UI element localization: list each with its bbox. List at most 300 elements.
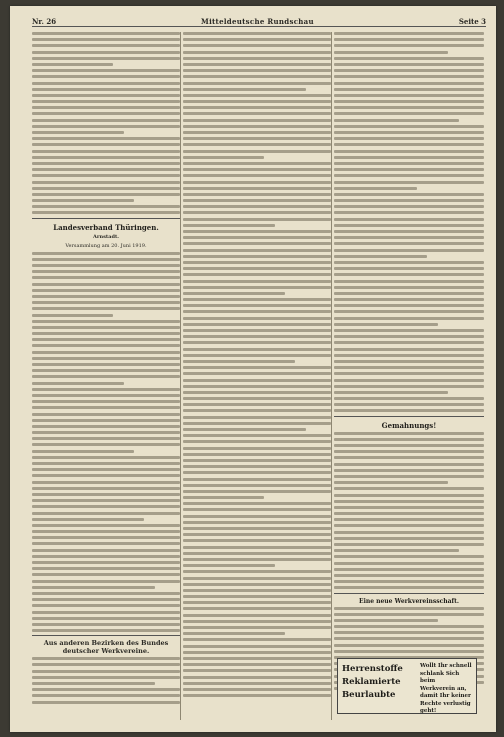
text-line (183, 484, 331, 487)
text-line (32, 688, 180, 691)
text-line (32, 88, 180, 91)
text-line (183, 150, 331, 153)
text-line (183, 385, 331, 388)
newspaper-title: Mitteldeutsche Rundschau (201, 17, 314, 26)
article-text-block (183, 32, 331, 697)
text-line (32, 536, 180, 539)
text-line (183, 657, 331, 660)
text-line (183, 583, 331, 586)
text-line (334, 487, 484, 490)
text-line (183, 589, 331, 592)
text-line (183, 694, 331, 697)
text-line (183, 125, 331, 128)
text-line (334, 273, 484, 276)
separator-line (334, 416, 484, 417)
text-line (183, 119, 331, 122)
text-line (334, 531, 484, 534)
text-line (183, 38, 331, 41)
text-line (334, 463, 484, 466)
text-line (32, 694, 180, 697)
text-line (183, 607, 331, 610)
text-line (183, 280, 331, 283)
text-line (183, 94, 331, 97)
text-line (32, 592, 180, 595)
text-line (32, 505, 180, 508)
text-line (32, 462, 180, 465)
text-line (32, 382, 124, 385)
text-line (32, 670, 180, 673)
separator-line (334, 593, 484, 594)
text-line (183, 354, 331, 357)
text-line (183, 422, 331, 425)
text-line (334, 38, 484, 41)
text-line (334, 143, 484, 146)
text-line (32, 156, 180, 159)
text-line (183, 143, 331, 146)
text-line (32, 187, 180, 190)
text-line (334, 475, 484, 478)
text-line (183, 620, 331, 623)
text-line (183, 478, 331, 481)
text-line (183, 416, 331, 419)
text-line (183, 174, 331, 177)
text-line (183, 447, 331, 450)
text-line (183, 335, 331, 338)
text-line (32, 493, 180, 496)
text-line (183, 601, 331, 604)
text-line (183, 261, 331, 264)
text-line (334, 88, 484, 91)
text-line (183, 88, 306, 91)
text-line (183, 515, 331, 518)
article-text-block (32, 657, 180, 703)
text-line (334, 236, 484, 239)
text-line (183, 106, 331, 109)
text-line (183, 372, 331, 375)
text-line (32, 443, 180, 446)
text-line (183, 211, 331, 214)
text-line (32, 425, 180, 428)
text-line (32, 295, 180, 298)
text-line (183, 112, 331, 115)
text-line (32, 598, 180, 601)
text-line (334, 385, 484, 388)
text-line (334, 574, 484, 577)
text-line (32, 150, 180, 153)
text-line (334, 432, 484, 435)
text-line (32, 44, 180, 47)
section-title: Gemahnungs! (381, 420, 437, 430)
text-line (32, 270, 180, 273)
text-line (183, 409, 331, 412)
text-line (32, 162, 180, 165)
text-line (32, 676, 180, 679)
text-line (32, 530, 180, 533)
text-line (334, 44, 484, 47)
text-line (32, 106, 180, 109)
text-line (32, 276, 180, 279)
text-line (334, 242, 484, 245)
text-line (183, 508, 331, 511)
text-line (32, 112, 180, 115)
text-line (334, 255, 427, 258)
text-line (183, 527, 331, 530)
text-line (334, 211, 484, 214)
text-line (183, 651, 331, 654)
text-line (183, 298, 331, 301)
text-line (32, 611, 180, 614)
text-line (32, 57, 180, 60)
text-line (334, 100, 484, 103)
text-line (183, 577, 331, 580)
text-line (183, 218, 331, 221)
text-line (32, 289, 180, 292)
text-line (334, 512, 484, 515)
text-line (183, 379, 331, 382)
text-line (183, 273, 331, 276)
text-line (32, 326, 180, 329)
text-line (334, 397, 484, 400)
text-line (32, 332, 180, 335)
text-line (334, 156, 484, 159)
text-line (32, 468, 180, 471)
text-line (334, 438, 484, 441)
text-line (32, 314, 113, 317)
column-divider (331, 32, 332, 720)
text-line (334, 329, 484, 332)
text-line (32, 580, 180, 583)
article-text-block (334, 32, 484, 412)
text-line (334, 644, 484, 647)
text-line (334, 193, 484, 196)
text-line (334, 543, 484, 546)
text-line (183, 329, 331, 332)
article-text-block (32, 32, 180, 214)
text-line (32, 406, 180, 409)
text-line (32, 701, 180, 704)
text-line (334, 403, 484, 406)
text-line (334, 625, 484, 628)
text-line (32, 487, 180, 490)
text-line (183, 242, 331, 245)
text-line (334, 298, 484, 301)
text-line (334, 607, 484, 610)
text-line (183, 669, 331, 672)
text-line (334, 360, 484, 363)
text-line (334, 63, 484, 66)
text-line (183, 682, 331, 685)
text-line (334, 181, 484, 184)
text-line (334, 537, 484, 540)
text-line (32, 174, 180, 177)
text-line (32, 586, 155, 589)
text-line (334, 317, 484, 320)
text-line (32, 181, 180, 184)
text-line (32, 75, 180, 78)
text-line (183, 137, 331, 140)
text-line (32, 561, 180, 564)
text-line (183, 57, 331, 60)
text-line (334, 249, 484, 252)
text-line (32, 450, 134, 453)
text-line (334, 112, 484, 115)
text-line (334, 187, 417, 190)
text-line (183, 341, 331, 344)
text-line (32, 604, 180, 607)
text-line (32, 199, 134, 202)
text-line (334, 580, 484, 583)
text-line (334, 137, 484, 140)
section-dateline: Versammlung am 20. Juni 1919. (65, 242, 147, 249)
text-line (32, 657, 180, 660)
text-line (334, 310, 484, 313)
text-line (32, 119, 180, 122)
separator-line (32, 218, 180, 219)
text-line (183, 459, 331, 462)
text-line (334, 75, 484, 78)
text-line (183, 255, 331, 258)
text-line (183, 558, 331, 561)
text-line (32, 682, 155, 685)
text-line (183, 63, 331, 66)
text-line (183, 434, 331, 437)
text-line (32, 474, 180, 477)
text-line (334, 267, 484, 270)
text-line (183, 156, 264, 159)
text-line (334, 82, 484, 85)
text-line (334, 119, 459, 122)
text-line (32, 375, 180, 378)
text-line (183, 595, 331, 598)
text-line (32, 499, 180, 502)
text-line (32, 363, 180, 366)
text-line (183, 688, 331, 691)
text-line (183, 632, 285, 635)
advertisement-main-text: Herrenstoffe Reklamierte Beurlaubte (342, 664, 403, 700)
text-line (32, 369, 180, 372)
text-line (32, 351, 180, 354)
text-line (183, 224, 275, 227)
text-line (32, 264, 180, 267)
text-line (334, 586, 484, 589)
text-line (183, 286, 331, 289)
text-line (32, 512, 180, 515)
text-line (32, 143, 180, 146)
text-line (334, 174, 484, 177)
text-line (183, 496, 264, 499)
text-line (32, 338, 180, 341)
text-line (183, 453, 331, 456)
text-line (334, 372, 484, 375)
text-line (334, 500, 484, 503)
page-number: Nr. 26 (32, 17, 57, 26)
text-line (32, 32, 180, 35)
text-line (334, 348, 484, 351)
text-line (334, 106, 484, 109)
text-line (334, 450, 484, 453)
text-line (32, 413, 180, 416)
text-line (334, 51, 448, 54)
text-line (334, 619, 438, 622)
text-line (183, 614, 331, 617)
text-column-3 (334, 32, 484, 720)
text-line (183, 323, 331, 326)
text-line (183, 391, 331, 394)
text-line (183, 638, 331, 641)
text-line (183, 546, 331, 549)
text-line (32, 542, 180, 545)
text-line (334, 518, 484, 521)
text-line (183, 292, 285, 295)
text-line (334, 280, 484, 283)
text-line (32, 252, 180, 255)
text-line (32, 211, 180, 214)
text-column-2 (183, 32, 331, 720)
text-line (334, 354, 484, 357)
text-line (183, 205, 331, 208)
text-line (32, 51, 180, 54)
text-line (32, 555, 180, 558)
text-line (334, 494, 484, 497)
text-line (183, 310, 331, 313)
text-line (32, 82, 180, 85)
text-line (32, 100, 180, 103)
text-line (32, 431, 180, 434)
text-line (32, 617, 180, 620)
text-line (183, 440, 331, 443)
text-line (183, 249, 331, 252)
text-line (32, 357, 180, 360)
text-line (334, 224, 484, 227)
text-line (334, 205, 484, 208)
article-text-block (334, 432, 484, 590)
text-line (32, 193, 180, 196)
text-line (334, 335, 484, 338)
text-line (32, 573, 180, 576)
text-line (32, 663, 180, 666)
text-line (32, 344, 180, 347)
section-title: Landesverband Thüringen. (53, 222, 159, 232)
text-line (334, 162, 484, 165)
text-line (183, 626, 331, 629)
text-line (183, 397, 331, 400)
text-line (32, 518, 144, 521)
text-line (183, 552, 331, 555)
text-line (334, 168, 484, 171)
text-line (183, 428, 306, 431)
text-line (334, 650, 484, 653)
text-line (183, 465, 331, 468)
text-line (183, 645, 331, 648)
section-title: Eine neue Werkvereinsschaft. (359, 597, 459, 605)
column-divider (180, 32, 181, 720)
text-line (32, 38, 180, 41)
text-line (32, 623, 180, 626)
text-line (183, 521, 331, 524)
text-line (32, 125, 180, 128)
text-line (334, 409, 484, 412)
text-line (334, 286, 484, 289)
text-line (32, 137, 180, 140)
text-line (334, 456, 484, 459)
text-line (183, 51, 331, 54)
text-line (334, 524, 484, 527)
text-line (183, 82, 331, 85)
text-line (183, 348, 331, 351)
text-line (334, 562, 484, 565)
text-line (32, 524, 180, 527)
text-line (32, 307, 180, 310)
text-line (32, 63, 113, 66)
text-line (183, 676, 331, 679)
text-line (32, 629, 180, 632)
text-line (183, 236, 331, 239)
text-line (334, 391, 448, 394)
text-line (32, 283, 180, 286)
text-line (334, 379, 484, 382)
text-line (32, 258, 180, 261)
text-line (334, 568, 484, 571)
text-line (183, 539, 331, 542)
text-line (334, 366, 484, 369)
text-line (183, 199, 331, 202)
text-line (183, 366, 331, 369)
text-line (183, 69, 331, 72)
text-line (334, 304, 484, 307)
text-line (32, 419, 180, 422)
text-line (183, 490, 331, 493)
page-header (32, 12, 486, 27)
text-line (32, 94, 180, 97)
text-line (334, 218, 484, 221)
text-line (183, 502, 331, 505)
newspaper-page (10, 6, 496, 732)
text-line (334, 150, 484, 153)
page-label: Seite 3 (458, 17, 486, 26)
text-line (334, 481, 448, 484)
text-line (183, 44, 331, 47)
text-line (334, 131, 484, 134)
text-line (183, 32, 331, 35)
text-line (32, 69, 180, 72)
text-line (183, 317, 331, 320)
text-line (32, 400, 180, 403)
separator-line (32, 635, 180, 636)
text-line (334, 549, 459, 552)
section-title: Aus anderen Bezirken des Bundes deutscher Werkvereine. (43, 639, 169, 656)
advertisement-box (337, 658, 477, 714)
text-line (334, 261, 484, 264)
text-line (183, 360, 295, 363)
text-line (334, 199, 484, 202)
text-line (32, 320, 180, 323)
text-line (32, 131, 124, 134)
text-line (334, 94, 484, 97)
text-line (183, 564, 275, 567)
text-line (32, 394, 180, 397)
text-line (334, 69, 484, 72)
text-line (334, 444, 484, 447)
text-line (32, 481, 180, 484)
text-line (183, 267, 331, 270)
text-line (32, 388, 180, 391)
text-line (334, 57, 484, 60)
text-line (32, 456, 180, 459)
text-line (183, 181, 331, 184)
text-line (183, 663, 331, 666)
section-subtitle: Arnstadt. (92, 233, 120, 240)
text-line (334, 125, 484, 128)
